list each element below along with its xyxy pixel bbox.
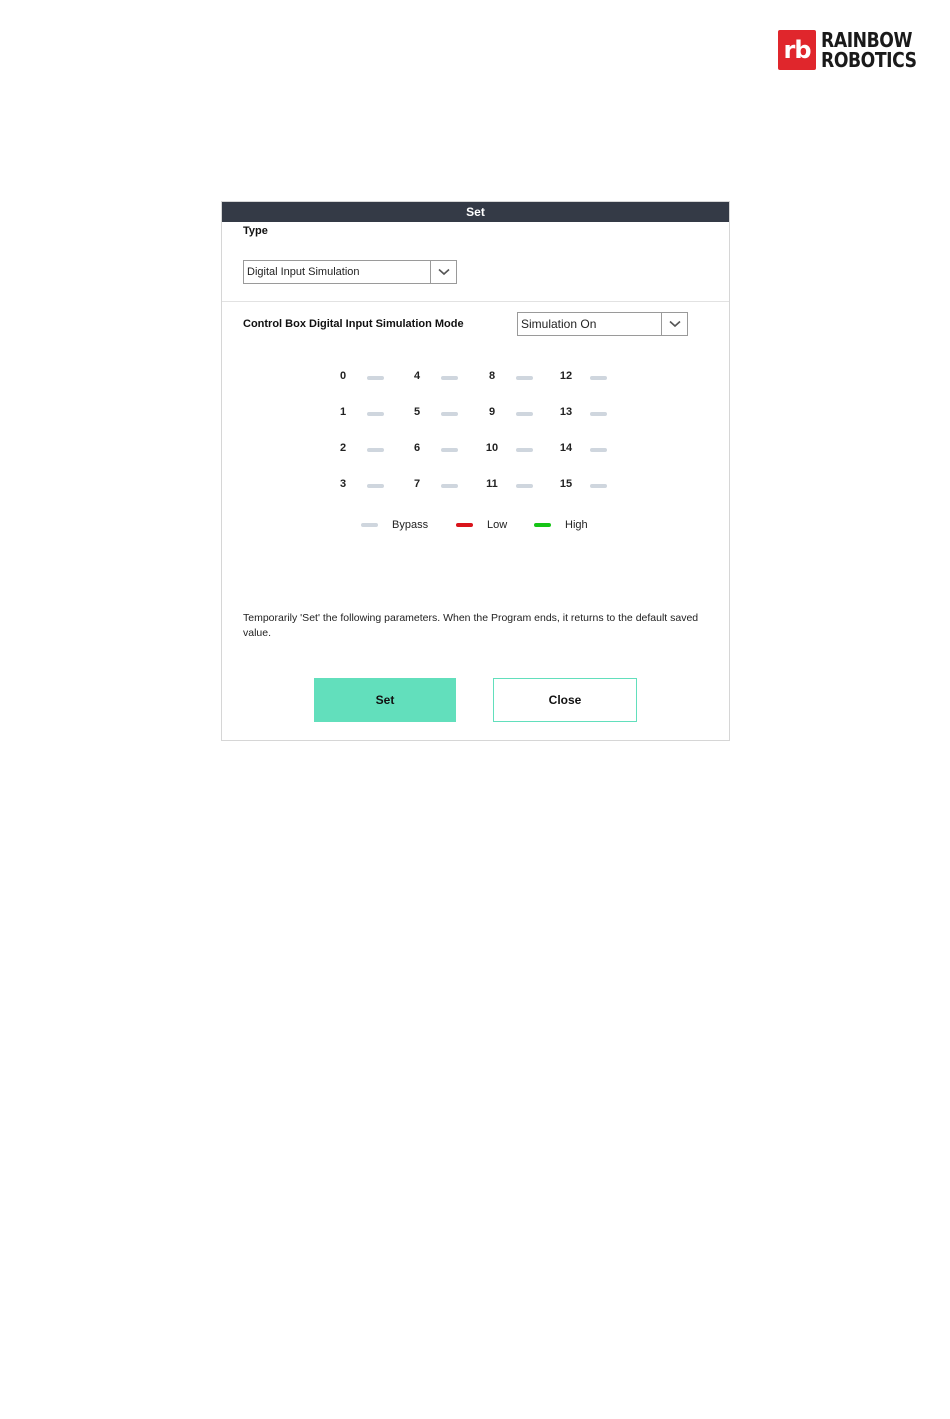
digital-input-9-label: 9 [488,406,496,418]
set-dialog [221,201,730,741]
digital-input-4-label: 4 [413,370,421,382]
legend-low-swatch [456,523,473,527]
legend-low-label: Low [487,519,508,531]
chevron-down-icon[interactable] [661,313,687,335]
simulation-mode-value: Simulation On [521,317,597,331]
digital-input-14-label: 14 [559,442,573,454]
type-dropdown[interactable] [243,260,457,284]
type-label: Type [243,225,268,237]
digital-input-3-label: 3 [339,478,347,490]
brand-line-1: RAINBOW [821,28,913,52]
type-dropdown-value: Digital Input Simulation [247,266,360,278]
digital-input-4-indicator[interactable] [441,376,458,380]
digital-input-15-label: 15 [559,478,573,490]
digital-input-6-indicator[interactable] [441,448,458,452]
legend-high-label: High [565,519,588,531]
chevron-down-icon[interactable] [430,261,456,283]
legend-high [534,519,588,531]
close-button[interactable]: Close [493,678,637,722]
digital-input-12-indicator[interactable] [590,376,607,380]
digital-input-7-indicator[interactable] [441,484,458,488]
digital-input-6-label: 6 [413,442,421,454]
legend-bypass-label: Bypass [392,519,429,531]
legend-bypass [361,519,428,531]
digital-input-13-label: 13 [559,406,573,418]
brand-logo [778,30,932,70]
digital-input-0-indicator[interactable] [367,376,384,380]
digital-input-5-indicator[interactable] [441,412,458,416]
simulation-mode-dropdown[interactable] [517,312,688,336]
digital-input-0-label: 0 [339,370,347,382]
digital-input-13-indicator[interactable] [590,412,607,416]
legend-bypass-swatch [361,523,378,527]
digital-input-15-indicator[interactable] [590,484,607,488]
digital-input-14-indicator[interactable] [590,448,607,452]
digital-input-12-label: 12 [559,370,573,382]
simulation-mode-label: Control Box Digital Input Simulation Mode [243,318,464,330]
brand-mark: rb [778,30,816,70]
set-button[interactable]: Set [314,678,456,722]
digital-input-2-indicator[interactable] [367,448,384,452]
info-note: Temporarily 'Set' the following parameters. When the Program ends, it returns to the default saved value. [243,612,699,639]
digital-input-11-label: 11 [486,478,498,490]
digital-input-5-label: 5 [413,406,421,418]
digital-input-1-label: 1 [339,406,347,418]
digital-input-11-indicator[interactable] [516,484,533,488]
digital-input-10-label: 10 [485,442,499,454]
digital-input-10-indicator[interactable] [516,448,533,452]
legend-high-swatch [534,523,551,527]
digital-input-7-label: 7 [413,478,421,490]
digital-input-8-indicator[interactable] [516,376,533,380]
digital-input-8-label: 8 [488,370,496,382]
brand-line-2: ROBOTICS [821,48,917,72]
digital-input-2-label: 2 [339,442,347,454]
brand-wordmark [821,30,932,70]
digital-input-9-indicator[interactable] [516,412,533,416]
legend-low [456,519,507,531]
dialog-title: Set [222,202,729,222]
digital-input-1-indicator[interactable] [367,412,384,416]
digital-input-3-indicator[interactable] [367,484,384,488]
